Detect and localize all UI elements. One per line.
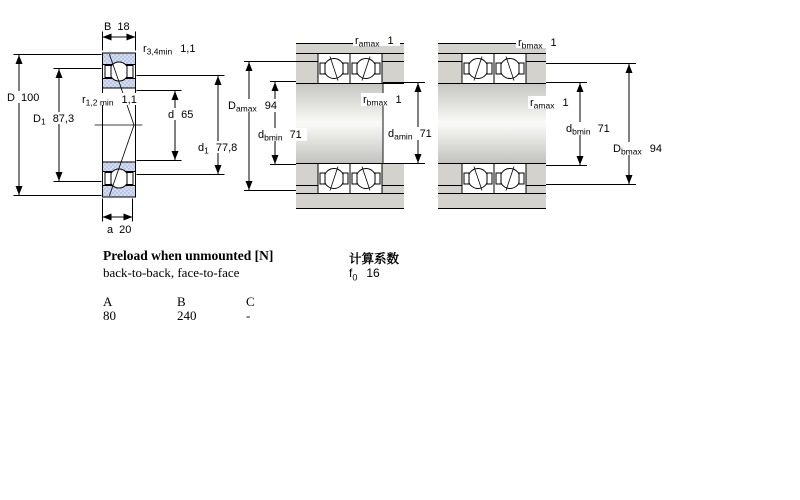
dim-label-d: d 65 (168, 109, 194, 121)
ball (110, 169, 129, 188)
preload-col-header-B: B (177, 294, 186, 309)
f0-subscript: 0 (352, 272, 358, 283)
cage (320, 63, 325, 74)
dim-label-rbmax: $r_{bmax}$ 1 (363, 94, 402, 108)
cage (496, 63, 501, 74)
cage (464, 173, 469, 184)
dim-label-rbmax: $r_{bmax}$ 1 (518, 37, 557, 51)
preload-value-B: 240 (177, 308, 197, 323)
dim-label-Damax: $D_{amax}$ 94 (228, 100, 277, 114)
cage (320, 173, 325, 184)
dim-label-Dbmax: $D_{bmax}$ 94 (613, 143, 662, 157)
cage (127, 66, 133, 78)
dim-label-damin: $d_{amin}$ 71 (388, 128, 432, 142)
ball (110, 62, 129, 81)
preload-subtitle: back-to-back, face-to-face (103, 265, 240, 280)
bearing-diagrams (0, 0, 800, 245)
dim-label-B: B 18 (104, 21, 130, 33)
dim-label-r12: $r_{1,2 min}$ 1,1 (82, 94, 137, 108)
shaft (438, 84, 546, 163)
cage (105, 66, 111, 78)
preload-value-A: 80 (103, 308, 116, 323)
single-bearing-figure (4, 21, 248, 236)
dim-label-r34: $r_{3,4min}$ 1,1 (143, 43, 196, 57)
cage (519, 173, 524, 184)
dim-label-ramax: $r_{amax}$ 1 (530, 97, 569, 111)
dim-label-dbmin: $d_{bmin}$ 71 (258, 129, 302, 143)
cage (375, 173, 380, 184)
cage (519, 63, 524, 74)
cage (343, 173, 348, 184)
preload-value-C: - (246, 308, 251, 323)
dim-label-dbmin: $d_{bmin}$ 71 (566, 123, 610, 137)
dim-label-a: a 20 (107, 224, 132, 236)
dim-label-ramax: $r_{amax}$ 1 (355, 35, 394, 49)
preload-col-header-C: C (246, 294, 255, 309)
f0-value: 16 (366, 266, 380, 280)
calculation-factor-f0 (349, 266, 380, 282)
preload-title: Preload when unmounted [N] (103, 248, 274, 263)
cage (127, 173, 133, 185)
paired-bearing-figure-back-to-back (226, 34, 440, 209)
cage (464, 63, 469, 74)
dim-label-D: D 100 (7, 92, 40, 104)
bearing-cross-section-bottom (103, 125, 136, 197)
bearing-cross-section-top (103, 53, 136, 125)
cage (352, 173, 357, 184)
cage (487, 63, 492, 74)
dim-label-d1: $d_1$ 77,8 (198, 142, 238, 156)
paired-bearing-figure-face-to-face (438, 36, 669, 209)
cage (487, 173, 492, 184)
preload-col-header-A: A (103, 294, 113, 309)
cage (343, 63, 348, 74)
calculation-factors-title: 计算系数 (349, 252, 400, 266)
cage (496, 173, 501, 184)
dim-label-D1: $D_1$ 87,3 (33, 113, 75, 127)
cage (105, 173, 111, 185)
f0-symbol: f (349, 266, 353, 280)
cage (352, 63, 357, 74)
cage (375, 63, 380, 74)
